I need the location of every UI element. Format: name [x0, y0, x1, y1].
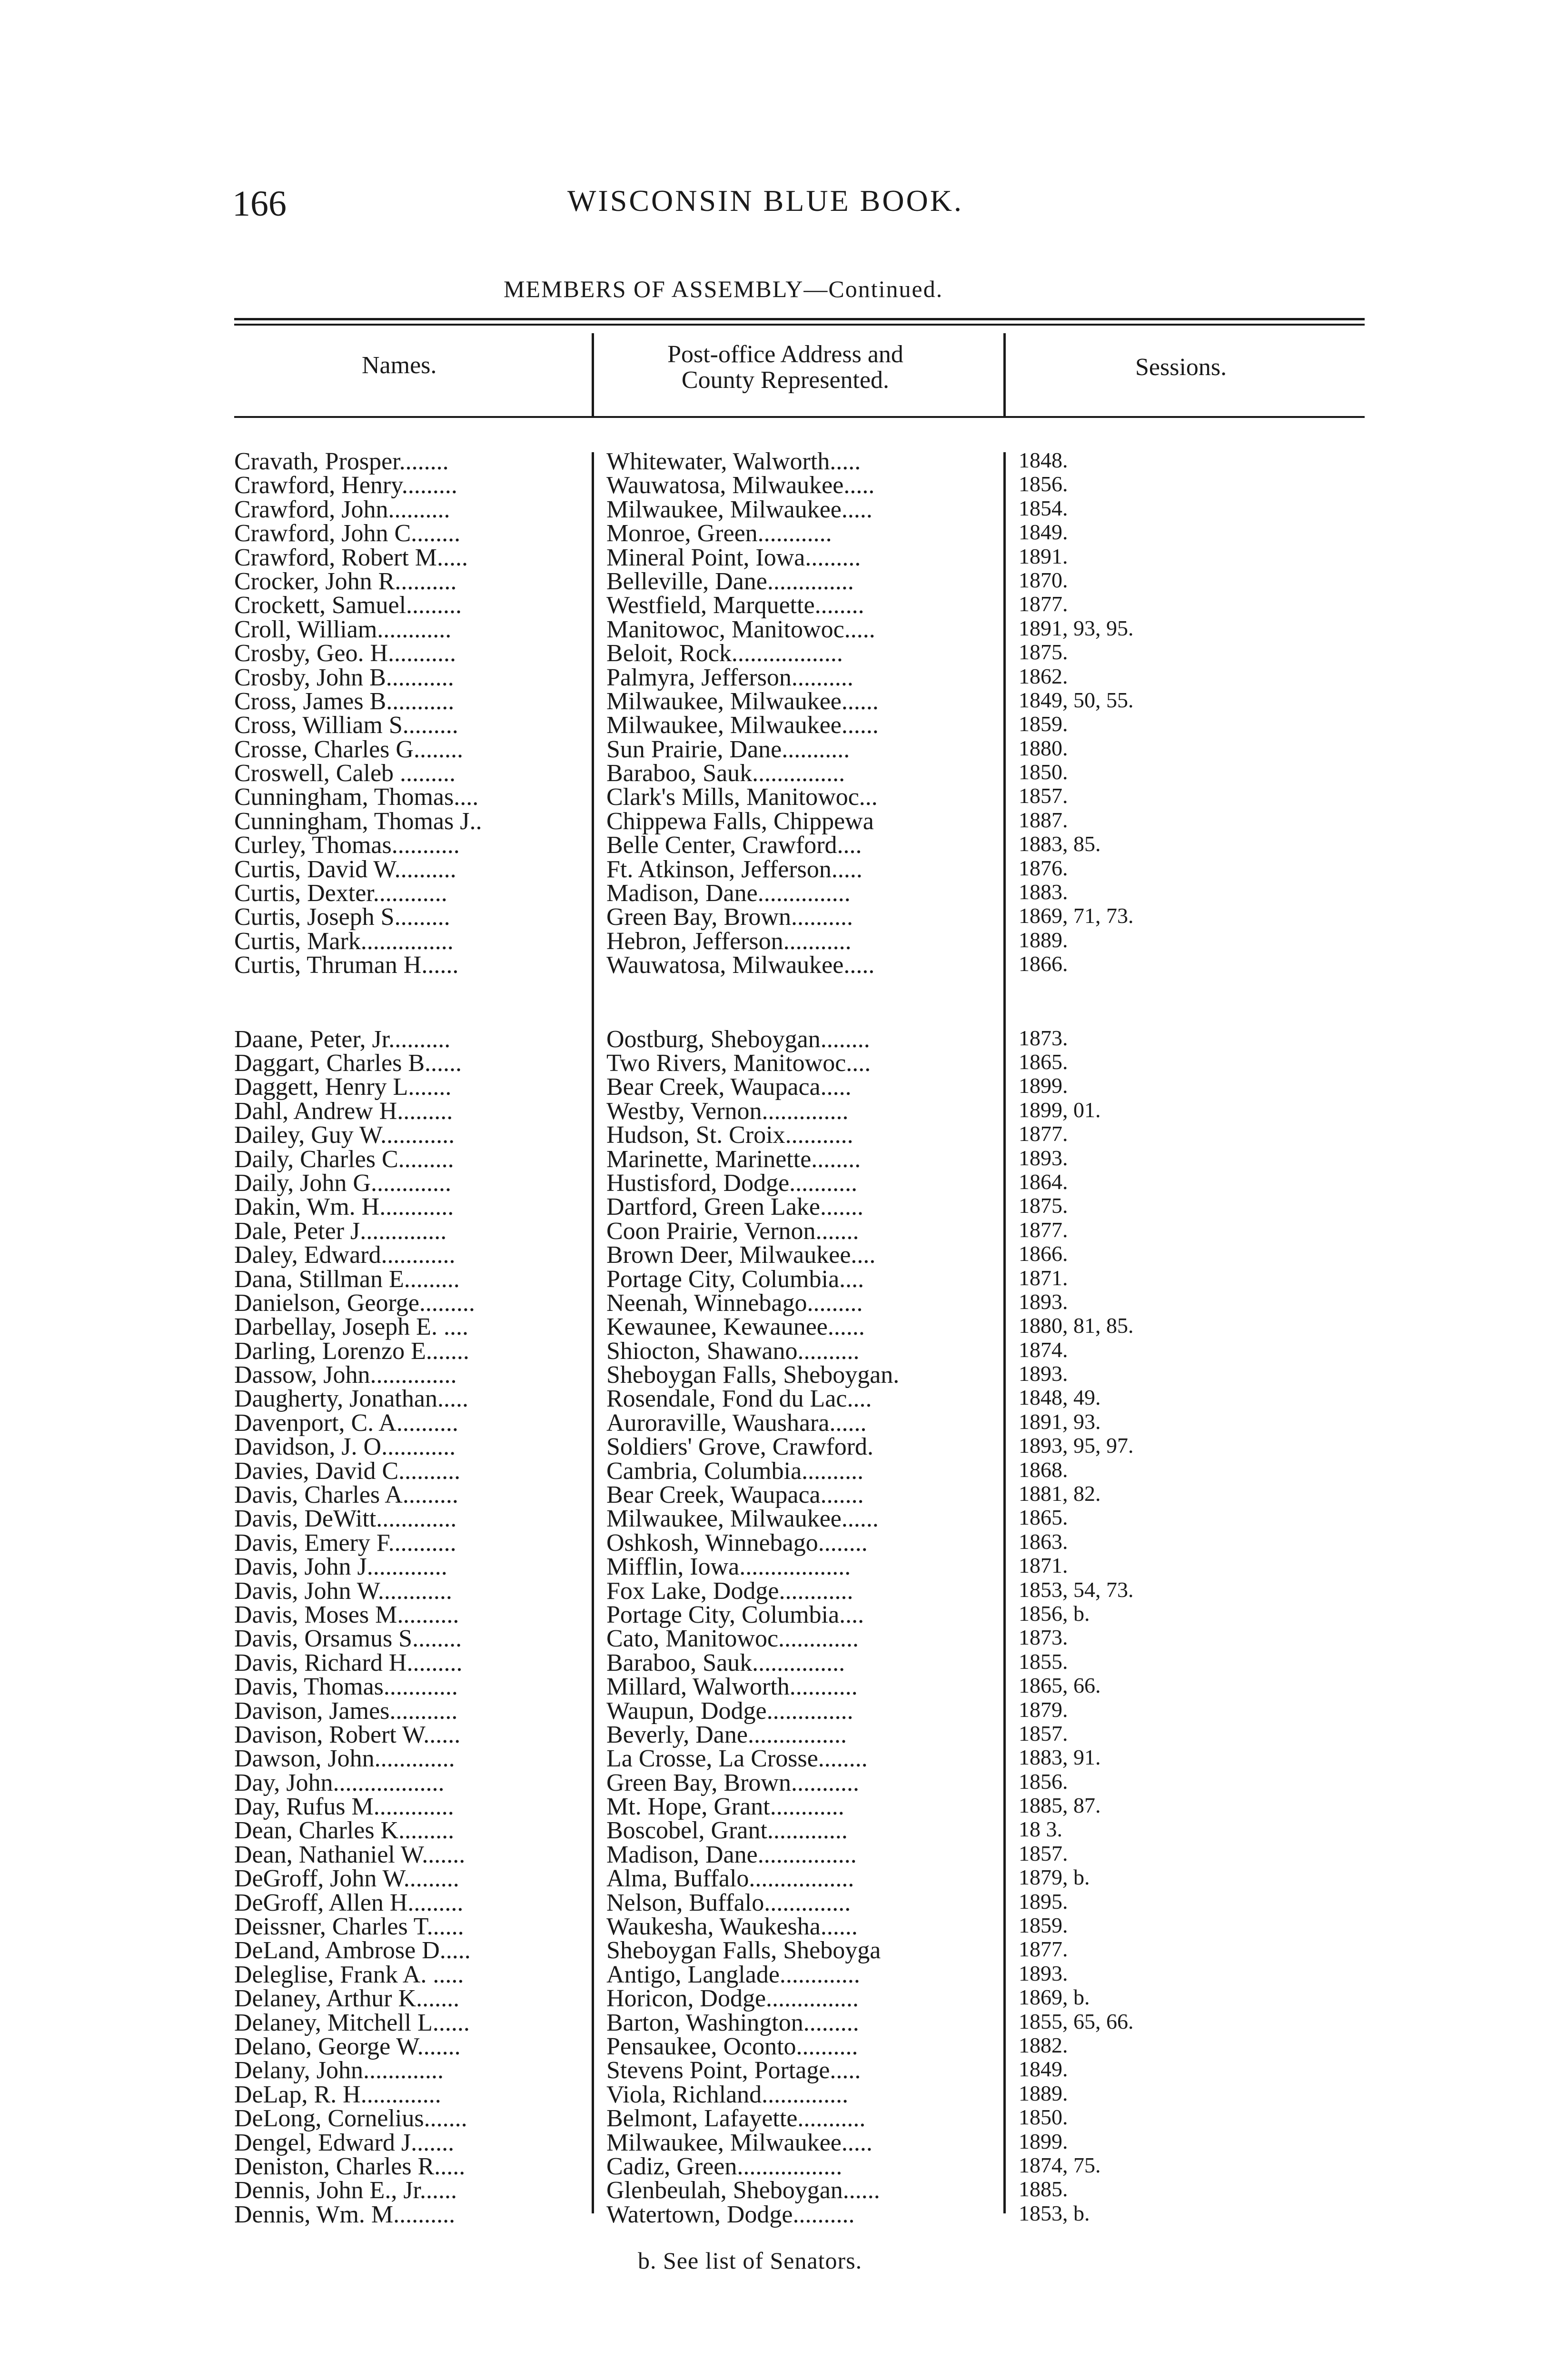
member-name: Curtis, Mark............... — [234, 927, 454, 955]
sessions-value: 1871. — [1019, 1553, 1068, 1578]
post-office-address: Westby, Vernon.............. — [606, 1097, 849, 1125]
post-office-address: Marinette, Marinette........ — [606, 1145, 861, 1173]
post-office-address: Oostburg, Sheboygan........ — [606, 1025, 870, 1053]
member-name: Davis, John W............ — [234, 1577, 452, 1605]
post-office-address: Hebron, Jefferson........... — [606, 927, 852, 955]
member-name: Crosse, Charles G........ — [234, 735, 463, 763]
post-office-address: Sheboygan Falls, Sheboyga — [606, 1937, 881, 1964]
section-title: MEMBERS OF ASSEMBLY—Continued. — [504, 276, 943, 302]
member-name: Davis, Moses M.......... — [234, 1601, 459, 1628]
sessions-value: 1857. — [1019, 1721, 1068, 1745]
sessions-value: 1857. — [1019, 783, 1068, 808]
column-divider-1 — [592, 333, 594, 418]
member-name: Dailey, Guy W............ — [234, 1121, 455, 1149]
member-name: Croswell, Caleb ......... — [234, 760, 456, 787]
column-header-names: Names. — [362, 352, 437, 379]
post-office-address: Milwaukee, Milwaukee...... — [606, 1505, 879, 1533]
member-name: Cross, James B........... — [234, 687, 455, 715]
member-name: Daggart, Charles B...... — [234, 1049, 462, 1077]
column-divider-2-body — [1003, 452, 1006, 2213]
member-name: Deissner, Charles T...... — [234, 1913, 464, 1941]
sessions-value: 1863. — [1019, 1529, 1068, 1554]
member-name: Davidson, J. O............ — [234, 1433, 456, 1461]
member-name: DeLong, Cornelius....... — [234, 2105, 467, 2132]
sessions-value: 1882. — [1019, 2033, 1068, 2057]
post-office-address: Manitowoc, Manitowoc..... — [606, 615, 875, 643]
post-office-address: Hustisford, Dodge........... — [606, 1169, 858, 1197]
post-office-address: Two Rivers, Manitowoc.... — [606, 1049, 871, 1077]
sessions-value: 1893. — [1019, 1361, 1068, 1386]
member-name: DeGroff, John W......... — [234, 1865, 459, 1893]
post-office-address: Viola, Richland.............. — [606, 2081, 849, 2108]
sessions-value: 1873. — [1019, 1625, 1068, 1650]
post-office-address: Oshkosh, Winnebago........ — [606, 1529, 868, 1557]
post-office-address: Pensaukee, Oconto.......... — [606, 2033, 858, 2060]
member-name: Davis, Richard H......... — [234, 1649, 463, 1676]
post-office-address: Fox Lake, Dodge............ — [606, 1577, 853, 1605]
post-office-address: Wauwatosa, Milwaukee..... — [606, 952, 875, 979]
sessions-value: 1871. — [1019, 1265, 1068, 1290]
member-name: Cunningham, Thomas.... — [234, 783, 479, 811]
sessions-value: 1865, 66. — [1019, 1673, 1101, 1698]
member-name: Dean, Charles K......... — [234, 1817, 455, 1844]
member-name: Curley, Thomas........... — [234, 832, 460, 859]
member-name: Deniston, Charles R..... — [234, 2152, 466, 2180]
member-name: Davies, David C.......... — [234, 1457, 461, 1485]
sessions-value: 1866. — [1019, 1241, 1068, 1266]
post-office-address: Boscobel, Grant............. — [606, 1817, 848, 1844]
post-office-address: Glenbeulah, Sheboygan...... — [606, 2177, 880, 2204]
post-office-address: Millard, Walworth........... — [606, 1673, 858, 1701]
post-office-address: Cadiz, Green................. — [606, 2152, 842, 2180]
sessions-value: 1889. — [1019, 2081, 1068, 2105]
member-name: Daily, Charles C......... — [234, 1145, 454, 1173]
sessions-value: 1877. — [1019, 1217, 1068, 1242]
post-office-header-line-1: Post-office Address and — [667, 341, 903, 368]
member-name: Dale, Peter J.............. — [234, 1217, 447, 1245]
member-name: Dawson, John............. — [234, 1745, 455, 1773]
sessions-value: 1899. — [1019, 1073, 1068, 1098]
post-office-address: Mt. Hope, Grant............ — [606, 1793, 844, 1821]
post-office-address: Cambria, Columbia.......... — [606, 1457, 864, 1485]
footnote: b. See list of Senators. — [638, 2247, 862, 2274]
member-name: Curtis, Thruman H...... — [234, 952, 459, 979]
post-office-address: Clark's Mills, Manitowoc... — [606, 783, 878, 811]
member-name: Curtis, Dexter............ — [234, 880, 447, 907]
sessions-value: 1887. — [1019, 807, 1068, 832]
member-name: Delaney, Mitchell L...... — [234, 2009, 470, 2036]
sessions-value: 1893, 95, 97. — [1019, 1433, 1134, 1458]
post-office-address: Rosendale, Fond du Lac.... — [606, 1385, 872, 1413]
post-office-address: Monroe, Green............ — [606, 520, 832, 547]
column-header-sessions: Sessions. — [1135, 354, 1227, 381]
member-name: Davis, Charles A......... — [234, 1481, 458, 1509]
post-office-address: Nelson, Buffalo.............. — [606, 1889, 851, 1916]
post-office-address: Hudson, St. Croix........... — [606, 1121, 853, 1149]
member-name: Crawford, John.......... — [234, 496, 450, 523]
post-office-address: Watertown, Dodge.......... — [606, 2201, 855, 2228]
sessions-value: 1859. — [1019, 712, 1068, 736]
sessions-value: 1889. — [1019, 927, 1068, 952]
member-name: Cunningham, Thomas J.. — [234, 807, 482, 835]
post-office-address: Auroraville, Waushara...... — [606, 1409, 867, 1437]
sessions-value: 1899, 01. — [1019, 1097, 1101, 1122]
member-name: DeLand, Ambrose D..... — [234, 1937, 471, 1964]
sessions-value: 1895. — [1019, 1889, 1068, 1914]
member-name: Davis, Orsamus S........ — [234, 1625, 462, 1653]
sessions-value: 1866. — [1019, 952, 1068, 976]
post-office-address: Baraboo, Sauk............... — [606, 1649, 845, 1676]
member-name: Dassow, John.............. — [234, 1361, 457, 1389]
sessions-value: 1880, 81, 85. — [1019, 1313, 1134, 1338]
header-bottom-rule — [234, 416, 1365, 418]
sessions-value: 1877. — [1019, 1121, 1068, 1146]
sessions-value: 1876. — [1019, 855, 1068, 880]
post-office-address: Brown Deer, Milwaukee.... — [606, 1241, 876, 1269]
post-office-address: Mineral Point, Iowa......... — [606, 544, 861, 571]
sessions-value: 1874. — [1019, 1337, 1068, 1362]
sessions-value: 1853, b. — [1019, 2201, 1090, 2225]
member-name: Curtis, David W.......... — [234, 855, 456, 883]
sessions-value: 1856. — [1019, 1769, 1068, 1794]
post-office-address: Belleville, Dane.............. — [606, 567, 854, 595]
sessions-value: 1848, 49. — [1019, 1385, 1101, 1410]
member-name: Daugherty, Jonathan..... — [234, 1385, 468, 1413]
member-name: DeGroff, Allen H......... — [234, 1889, 464, 1916]
sessions-value: 1865. — [1019, 1505, 1068, 1530]
post-office-address: Milwaukee, Milwaukee...... — [606, 687, 879, 715]
sessions-value: 1869, 71, 73. — [1019, 903, 1134, 928]
member-name: Crosby, Geo. H........... — [234, 640, 456, 667]
member-name: Curtis, Joseph S......... — [234, 903, 450, 931]
sessions-value: 1869, b. — [1019, 1985, 1090, 2010]
sessions-value: 1891. — [1019, 544, 1068, 568]
post-office-address: Cato, Manitowoc............. — [606, 1625, 859, 1653]
sessions-value: 1849. — [1019, 2057, 1068, 2082]
post-office-address: Madison, Dane............... — [606, 880, 851, 907]
post-office-address: Bear Creek, Waupaca....... — [606, 1481, 864, 1509]
member-name: Cravath, Prosper........ — [234, 448, 449, 475]
post-office-address: Milwaukee, Milwaukee..... — [606, 2129, 872, 2156]
post-office-address: Belle Center, Crawford.... — [606, 832, 862, 859]
post-office-address: Beverly, Dane................ — [606, 1721, 847, 1748]
sessions-value: 1855. — [1019, 1649, 1068, 1674]
post-office-address: Mifflin, Iowa.................. — [606, 1553, 851, 1581]
post-office-address: Wauwatosa, Milwaukee..... — [606, 472, 875, 499]
member-name: Dengel, Edward J....... — [234, 2129, 455, 2156]
post-office-address: Belmont, Lafayette........... — [606, 2105, 866, 2132]
sessions-value: 1885, 87. — [1019, 1793, 1101, 1818]
member-name: Dakin, Wm. H............ — [234, 1193, 454, 1221]
post-office-address: Palmyra, Jefferson.......... — [606, 664, 853, 691]
post-office-address: Portage City, Columbia.... — [606, 1601, 864, 1628]
member-name: Davis, John J............. — [234, 1553, 447, 1581]
member-name: Cross, William S......... — [234, 712, 458, 739]
member-name: Crockett, Samuel......... — [234, 592, 462, 619]
sessions-value: 1875. — [1019, 640, 1068, 664]
column-divider-1-body — [592, 452, 594, 2213]
sessions-value: 1857. — [1019, 1841, 1068, 1865]
member-name: Day, John.................. — [234, 1769, 445, 1796]
post-office-address: Horicon, Dodge............... — [606, 1985, 859, 2013]
sessions-value: 1893. — [1019, 1145, 1068, 1170]
sessions-value: 1891, 93. — [1019, 1409, 1101, 1434]
post-office-address: Milwaukee, Milwaukee...... — [606, 712, 879, 739]
member-name: Davis, DeWitt............. — [234, 1505, 457, 1533]
sessions-value: 18 3. — [1019, 1817, 1062, 1842]
sessions-value: 1879, b. — [1019, 1865, 1090, 1890]
post-office-address: Barton, Washington......... — [606, 2009, 859, 2036]
page-number: 166 — [232, 184, 287, 224]
sessions-value: 1854. — [1019, 496, 1068, 520]
member-name: Deleglise, Frank A. ..... — [234, 1961, 464, 1988]
post-office-address: Kewaunee, Kewaunee...... — [606, 1313, 865, 1341]
post-office-address: Neenah, Winnebago......... — [606, 1289, 863, 1317]
sessions-value: 1893. — [1019, 1961, 1068, 1985]
sessions-value: 1883, 85. — [1019, 832, 1101, 856]
post-office-address: Portage City, Columbia.... — [606, 1265, 864, 1293]
sessions-value: 1877. — [1019, 592, 1068, 616]
sessions-value: 1893. — [1019, 1289, 1068, 1314]
sessions-value: 1856. — [1019, 472, 1068, 496]
member-name: Davis, Thomas............ — [234, 1673, 458, 1701]
sessions-value: 1850. — [1019, 760, 1068, 784]
sessions-value: 1879. — [1019, 1697, 1068, 1722]
post-office-address: Whitewater, Walworth..... — [606, 448, 861, 475]
post-office-address: Madison, Dane................ — [606, 1841, 857, 1868]
member-name: Crawford, John C........ — [234, 520, 461, 547]
member-name: Dennis, John E., Jr...... — [234, 2177, 457, 2204]
post-office-address: Sheboygan Falls, Sheboygan. — [606, 1361, 900, 1389]
sessions-value: 1883. — [1019, 880, 1068, 904]
post-office-address: Stevens Point, Portage..... — [606, 2057, 861, 2084]
post-office-address: Milwaukee, Milwaukee..... — [606, 496, 872, 523]
column-divider-2 — [1003, 333, 1006, 418]
sessions-value: 1881, 82. — [1019, 1481, 1101, 1506]
book-title: WISCONSIN BLUE BOOK. — [567, 184, 963, 218]
sessions-value: 1849, 50, 55. — [1019, 687, 1134, 712]
post-office-address: Dartford, Green Lake....... — [606, 1193, 863, 1221]
sessions-value: 1868. — [1019, 1457, 1068, 1482]
member-name: Dahl, Andrew H......... — [234, 1097, 453, 1125]
sessions-value: 1855, 65, 66. — [1019, 2009, 1134, 2033]
post-office-address: Green Bay, Brown........... — [606, 1769, 859, 1796]
post-office-address: Westfield, Marquette........ — [606, 592, 864, 619]
post-office-address: Shiocton, Shawano.......... — [606, 1337, 860, 1365]
member-name: Delaney, Arthur K....... — [234, 1985, 460, 2013]
sessions-value: 1862. — [1019, 664, 1068, 688]
sessions-value: 1885. — [1019, 2177, 1068, 2202]
member-name: Croll, William............ — [234, 615, 452, 643]
sessions-value: 1875. — [1019, 1193, 1068, 1218]
member-name: Dennis, Wm. M.......... — [234, 2201, 456, 2228]
post-office-address: Chippewa Falls, Chippewa — [606, 807, 874, 835]
member-name: Delano, George W....... — [234, 2033, 461, 2060]
member-name: Davis, Emery F........... — [234, 1529, 456, 1557]
member-name: Daley, Edward............ — [234, 1241, 456, 1269]
member-name: Darbellay, Joseph E. .... — [234, 1313, 468, 1341]
member-name: Dean, Nathaniel W....... — [234, 1841, 466, 1868]
post-office-header-line-2: County Represented. — [681, 367, 890, 394]
sessions-value: 1856, b. — [1019, 1601, 1090, 1626]
member-name: Delany, John............. — [234, 2057, 444, 2084]
member-name: Crawford, Henry......... — [234, 472, 457, 499]
member-name: Day, Rufus M............. — [234, 1793, 454, 1821]
member-name: Dana, Stillman E......... — [234, 1265, 460, 1293]
top-double-rule-1 — [234, 318, 1365, 320]
member-name: Davison, Robert W...... — [234, 1721, 461, 1748]
sessions-value: 1877. — [1019, 1937, 1068, 1962]
post-office-address: Bear Creek, Waupaca..... — [606, 1073, 852, 1101]
member-name: DeLap, R. H............. — [234, 2081, 441, 2108]
sessions-value: 1891, 93, 95. — [1019, 615, 1134, 640]
post-office-address: Coon Prairie, Vernon....... — [606, 1217, 859, 1245]
post-office-address: Soldiers' Grove, Crawford. — [606, 1433, 874, 1461]
post-office-address: Sun Prairie, Dane........... — [606, 735, 850, 763]
post-office-address: Waupun, Dodge.............. — [606, 1697, 853, 1725]
sessions-value: 1849. — [1019, 520, 1068, 545]
sessions-value: 1864. — [1019, 1169, 1068, 1194]
sessions-value: 1880. — [1019, 735, 1068, 760]
post-office-address: Alma, Buffalo................. — [606, 1865, 854, 1893]
sessions-value: 1883, 91. — [1019, 1745, 1101, 1770]
post-office-address: La Crosse, La Crosse........ — [606, 1745, 868, 1773]
sessions-value: 1873. — [1019, 1025, 1068, 1050]
post-office-address: Ft. Atkinson, Jefferson..... — [606, 855, 862, 883]
post-office-address: Antigo, Langlade............. — [606, 1961, 860, 1988]
member-name: Daane, Peter, Jr.......... — [234, 1025, 451, 1053]
member-name: Daggett, Henry L....... — [234, 1073, 452, 1101]
member-name: Crawford, Robert M..... — [234, 544, 468, 571]
post-office-address: Baraboo, Sauk............... — [606, 760, 845, 787]
post-office-address: Beloit, Rock.................. — [606, 640, 843, 667]
member-name: Crosby, John B........... — [234, 664, 454, 691]
sessions-value: 1848. — [1019, 448, 1068, 472]
sessions-value: 1865. — [1019, 1049, 1068, 1074]
sessions-value: 1870. — [1019, 567, 1068, 592]
sessions-value: 1859. — [1019, 1913, 1068, 1938]
sessions-value: 1853, 54, 73. — [1019, 1577, 1134, 1602]
member-name: Crocker, John R.......... — [234, 567, 457, 595]
post-office-address: Waukesha, Waukesha...... — [606, 1913, 858, 1941]
sessions-value: 1874, 75. — [1019, 2152, 1101, 2177]
member-name: Davison, James........... — [234, 1697, 458, 1725]
member-name: Danielson, George......... — [234, 1289, 475, 1317]
member-name: Davenport, C. A.......... — [234, 1409, 458, 1437]
member-name: Darling, Lorenzo E....... — [234, 1337, 469, 1365]
top-double-rule-2 — [234, 324, 1365, 326]
column-header-post-office — [595, 342, 976, 393]
sessions-value: 1899. — [1019, 2129, 1068, 2153]
member-name: Daily, John G............. — [234, 1169, 451, 1197]
sessions-value: 1850. — [1019, 2105, 1068, 2130]
post-office-address: Green Bay, Brown.......... — [606, 903, 853, 931]
